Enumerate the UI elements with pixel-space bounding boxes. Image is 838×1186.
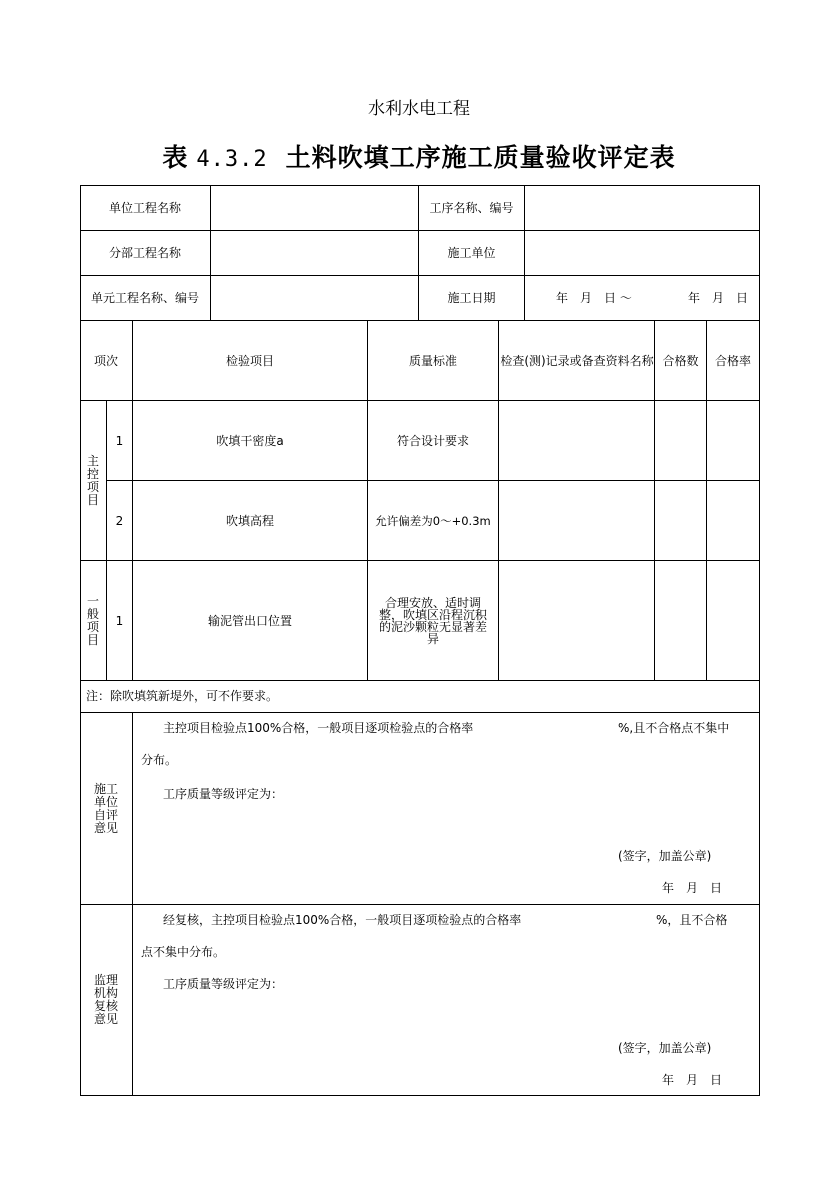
main-items-category: [80, 401, 106, 560]
col-header-item-no: 项次: [93, 353, 118, 368]
col-header-pass-rate: 合格率: [714, 353, 751, 368]
general-items-category-label: 一般项目: [87, 593, 100, 647]
main-item-1-record[interactable]: [499, 401, 654, 480]
col-header-pass-count: 合格数: [662, 353, 699, 368]
main-item-2-name: 吹填高程: [225, 513, 274, 528]
construction-date-start: 年 月 日 ～: [556, 291, 632, 305]
construction-opinion-line3: 工序质量等级评定为：: [163, 787, 284, 801]
supervision-opinion-line2: 点不集中分布。: [141, 945, 226, 959]
division-project-label: 分部工程名称: [108, 246, 181, 260]
supervision-opinion-line1-tail: %，且不合格: [656, 913, 728, 927]
main-item-2-standard: 允许偏差为0～+0.3m: [375, 513, 491, 528]
construction-unit-label: 施工单位: [447, 246, 496, 260]
supervision-opinion-category: [80, 905, 132, 1095]
table-note: 注：除吹填筑新堤外，可不作要求。: [86, 689, 279, 703]
supervision-opinion-line1: 经复核，主控项目检验点100%合格，一般项目逐项检验点的合格率: [163, 913, 522, 927]
col-header-inspection-item: 检验项目: [225, 353, 274, 368]
main-item-2-pass-count[interactable]: [655, 481, 706, 560]
title-number: 4.3.2: [196, 147, 268, 172]
supervision-opinion-label: 监理机构复核意见: [94, 973, 119, 1026]
general-item-1-pass-count[interactable]: [655, 561, 706, 680]
main-items-category-label: 主控项目: [87, 453, 100, 507]
row-divider: [80, 680, 760, 681]
construction-date-end: 年 月 日: [688, 291, 749, 305]
col-divider: [132, 712, 133, 1096]
supervision-opinion-line3: 工序质量等级评定为：: [163, 977, 284, 991]
construction-opinion-category: [80, 713, 132, 904]
construction-opinion-line1: 主控项目检验点100%合格，一般项目逐项检验点的合格率: [163, 721, 474, 735]
main-item-1-name: 吹填干密度a: [216, 433, 284, 448]
construction-date-label: 施工日期: [447, 291, 496, 305]
main-item-1-standard: 符合设计要求: [396, 433, 469, 448]
title-prefix: 表: [162, 143, 189, 172]
element-project-label: 单元工程名称、编号: [90, 291, 199, 305]
supervision-opinion-sign: (签字，加盖公章): [618, 1041, 712, 1055]
construction-opinion-label: 施工单位自评意见: [94, 781, 119, 835]
construction-opinion-line1-tail: %,且不合格点不集中: [618, 721, 730, 735]
general-items-category: [80, 561, 106, 680]
document-subtitle: 水利水电工程: [368, 99, 470, 119]
general-item-1-standard: 合理安放、适时调整，吹填区沿程沉积的泥沙颗粒无显著差异: [378, 595, 487, 646]
process-name-value[interactable]: [525, 186, 759, 230]
document-title: [0, 138, 838, 174]
main-item-2-no: 2: [115, 513, 124, 528]
process-name-label: 工序名称、编号: [429, 201, 514, 215]
main-item-2-record[interactable]: [499, 481, 654, 560]
unit-project-value[interactable]: [211, 186, 418, 230]
row-divider: [80, 904, 760, 905]
row-divider: [80, 712, 760, 713]
construction-unit-value[interactable]: [525, 231, 759, 275]
general-item-1-no: 1: [115, 613, 124, 628]
division-project-value[interactable]: [211, 231, 418, 275]
main-item-1-pass-rate[interactable]: [707, 401, 759, 480]
col-header-quality-standard: 质量标准: [408, 353, 457, 368]
construction-opinion-line2: 分布。: [141, 753, 178, 767]
construction-opinion-date: 年 月 日: [662, 881, 723, 895]
title-main: 土料吹填工序施工质量验收评定表: [285, 143, 676, 172]
main-item-2-pass-rate[interactable]: [707, 481, 759, 560]
general-item-1-name: 输泥管出口位置: [207, 613, 292, 628]
main-item-1-no: 1: [115, 433, 124, 448]
main-item-1-pass-count[interactable]: [655, 401, 706, 480]
general-item-1-pass-rate[interactable]: [707, 561, 759, 680]
supervision-opinion-date: 年 月 日: [662, 1073, 723, 1087]
col-header-record-name: 检查(测)记录或备查资料名称: [500, 353, 654, 368]
unit-project-label: 单位工程名称: [108, 201, 181, 215]
construction-opinion-sign: (签字，加盖公章): [618, 849, 712, 863]
element-project-value[interactable]: [211, 276, 418, 320]
general-item-1-record[interactable]: [499, 561, 654, 680]
